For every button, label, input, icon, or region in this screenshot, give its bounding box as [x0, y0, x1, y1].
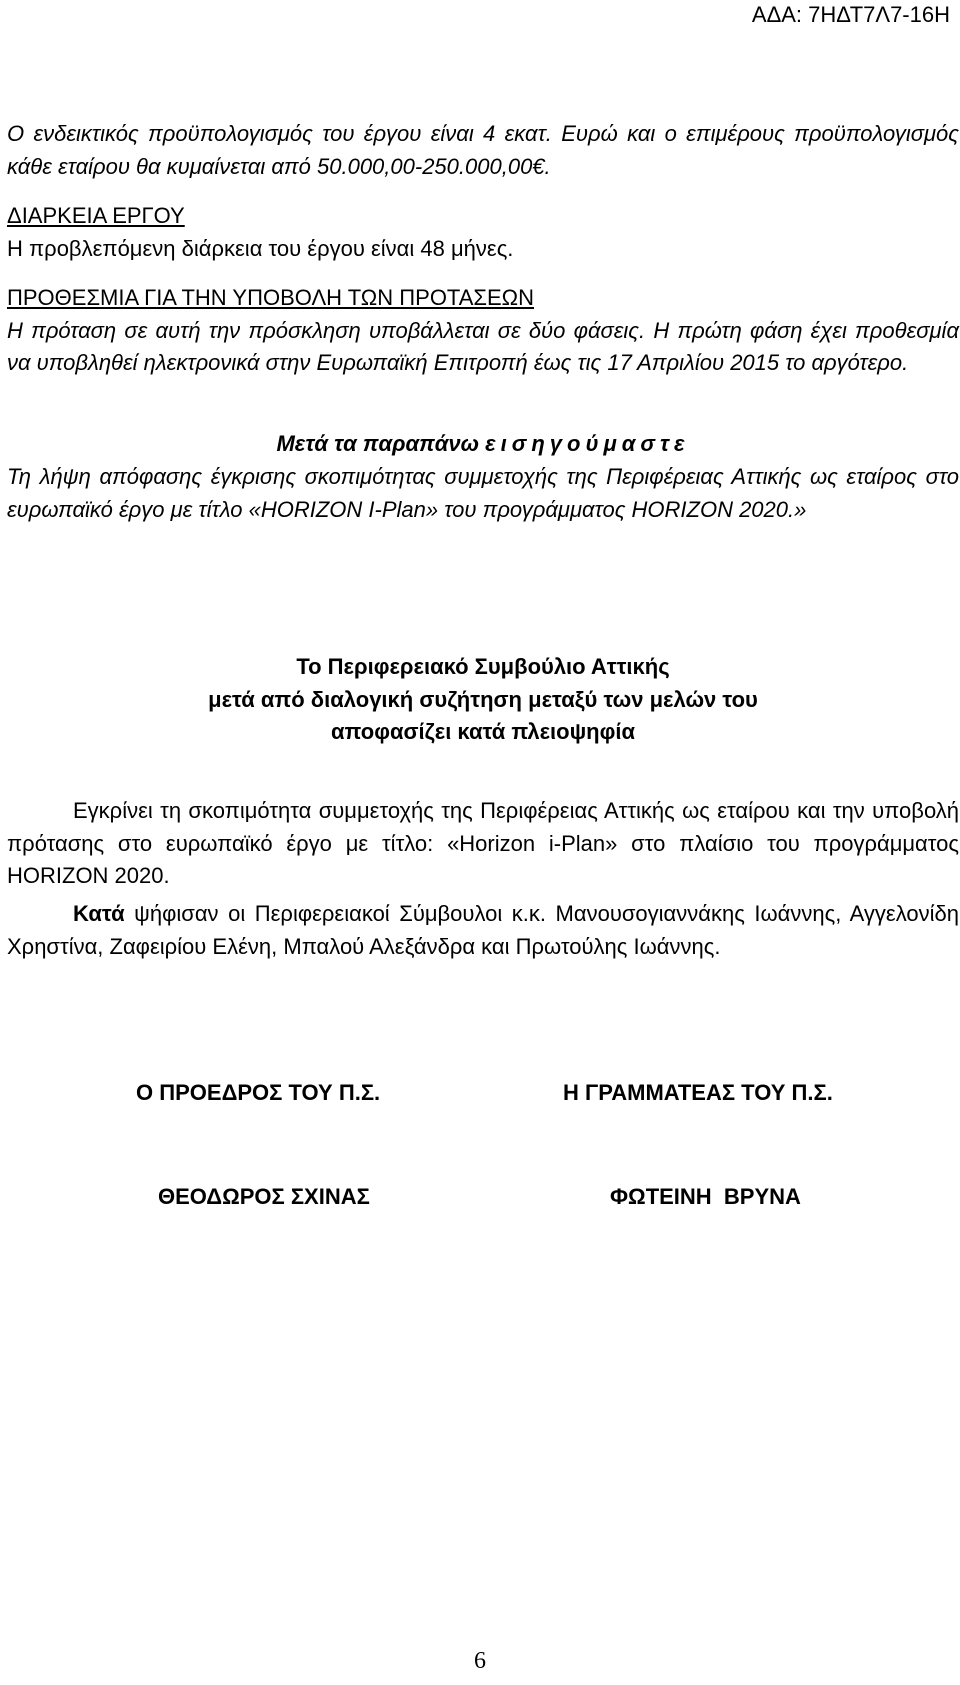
- deadline-heading: ΠΡΟΘΕΣΜΙΑ ΓΙΑ ΤΗΝ ΥΠΟΒΟΛΗ ΤΩΝ ΠΡΟΤΑΣΕΩΝ: [7, 285, 535, 310]
- proposal-heading: [7, 428, 959, 461]
- president-title: Ο ΠΡΟΕΔΡΟΣ ΤΟΥ Π.Σ.: [136, 1080, 381, 1105]
- secretary-title: Η ΓΡΑΜΜΑΤΕΑΣ ΤΟΥ Π.Σ.: [563, 1080, 833, 1105]
- decision-heading: [7, 651, 959, 749]
- proposal-text: Τη λήψη απόφασης έγκρισης σκοπιμότητας συμμετοχής της Περιφέρειας Αττικής ως εταίρος στο ευρωπαϊκό έργο με τίτλο «HORIZON I-Plan» του προγράμματος HORIZON 2020.»: [7, 464, 959, 522]
- votes-label: Κατά: [73, 901, 125, 926]
- decision-line-2: μετά από διαλογική συζήτηση μεταξύ των μελών του: [208, 686, 758, 712]
- budget-paragraph: Ο ενδεικτικός προϋπολογισμός του έργου είναι 4 εκατ. Ευρώ και ο επιμέρους προϋπολογισμός κάθε εταίρου θα κυμαίνεται από 50.000,00-250.000,00€.: [7, 121, 959, 179]
- secretary-name: ΦΩΤΕΙΝΗ ΒΡΥΝΑ: [610, 1184, 801, 1209]
- president-name: ΘΕΟΔΩΡΟΣ ΣΧΙΝΑΣ: [158, 1184, 370, 1209]
- decision-line-3: αποφασίζει κατά πλειοψηφία: [331, 719, 635, 744]
- page-number: 6: [474, 1648, 486, 1674]
- duration-heading: ΔΙΑΡΚΕΙΑ ΕΡΓΟΥ: [7, 203, 185, 228]
- duration-section: [7, 200, 959, 265]
- proposal-heading-spaced: εισηγούμαστε: [485, 431, 690, 456]
- ada-identifier: ΑΔΑ: 7ΗΔΤ7Λ7-16Η: [751, 2, 950, 27]
- deadline-section: [7, 282, 959, 380]
- duration-text: Η προβλεπόμενη διάρκεια του έργου είναι 48 μήνες.: [7, 235, 514, 261]
- deadline-text: Η πρόταση σε αυτή την πρόσκληση υποβάλλεται σε δύο φάσεις. Η πρώτη φάση έχει προθεσμία να υποβληθεί ηλεκτρονικά στην Ευρωπαϊκή Επιτροπή έως τις 17 Απριλίου 2015 το αργότερο.: [7, 317, 959, 375]
- proposal-heading-prefix: Μετά τα παραπάνω: [276, 431, 479, 456]
- decision-text: Εγκρίνει τη σκοπιμότητα συμμετοχής της Περιφέρειας Αττικής ως εταίρου και την υποβολή πρότασης στο ευρωπαϊκό έργο με τίτλο: «Horizon i-Plan» στο πλαίσιο του προγράμματος HORIZON 2020.: [7, 798, 959, 888]
- votes-paragraph: [7, 898, 959, 963]
- votes-text: ψήφισαν οι Περιφερειακοί Σύμβουλοι κ.κ. Μανουσογιαννάκης Ιωάννης, Αγγελονίδη Χρηστίνα, Ζαφειρίου Ελένη, Μπαλού Αλεξάνδρα και Πρωτούλης Ιωάννης.: [7, 901, 959, 959]
- decision-line-1: Το Περιφερειακό Συμβούλιο Αττικής: [296, 654, 670, 679]
